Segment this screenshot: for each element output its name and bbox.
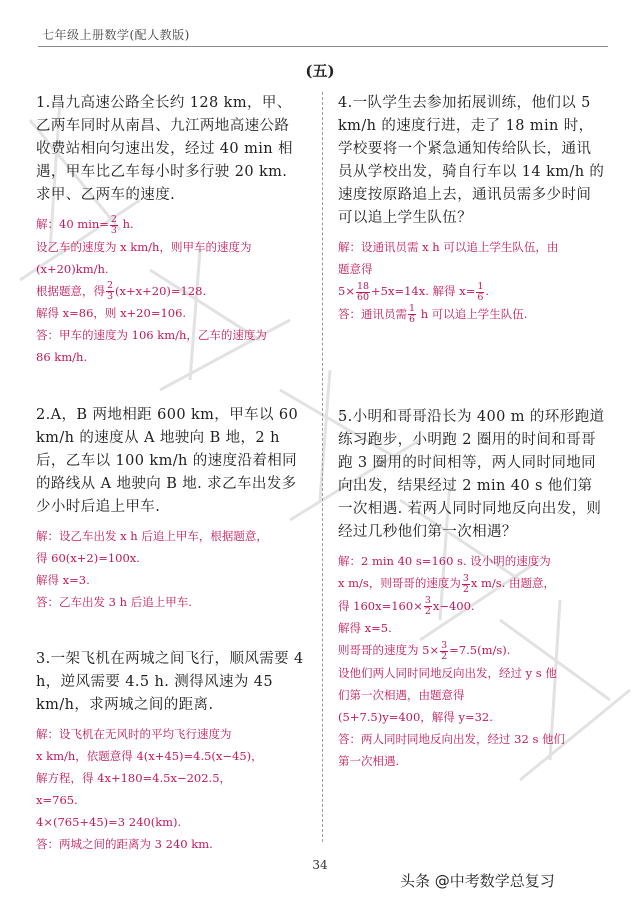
question-5-text: 5.小明和哥哥沿长为 400 m 的环形跑道练习跑步，小明跑 2 圈用的时间和哥哥跑 3 圈用的时间相等，两人同时同地同向出发，结果经过 2 min 40 s 他们第一次相遇. 若两人同时同地反向出发，则经过几秒他们第一次相遇？ xyxy=(338,409,605,540)
answer-line: 解：2 min 40 s=160 s. 设小明的速度为 xyxy=(338,554,551,568)
answer-line: x m/s，则哥哥的速度为 $\frac{3}{2}$ x m/s. 由题意， xyxy=(338,572,556,595)
answer-line: 4×(765+45)=3 240(km). xyxy=(36,815,182,829)
problem-5 xyxy=(338,406,606,772)
answer-line: (x+20)km/h. xyxy=(36,261,109,276)
question-3-text: 3.一架飞机在两城之间飞行，顺风需要 4 h，逆风需要 4.5 h. 测得风速为 45 km/h，求两城之间的距离. xyxy=(36,651,304,713)
answer-line: 第一次相遇. xyxy=(338,753,400,768)
answer-line: 答：两城之间的距离为 3 240 km. xyxy=(36,837,213,851)
answer-line: 答：通讯员需 $\frac{1}{6}$ h 可以追上学生队伍. xyxy=(338,303,528,325)
solution-2 xyxy=(36,525,304,613)
page-number: 34 xyxy=(312,858,328,872)
answer-line: 设他们两人同时同地反向出发，经过 y s 他 xyxy=(338,665,557,680)
answer-line: 得 60(x+2)=100x. xyxy=(36,551,140,565)
problem-4 xyxy=(338,92,606,325)
answer-line: 答：甲车的速度为 106 km/h，乙车的速度为 xyxy=(36,328,267,342)
answer-line: 解得 x=5. xyxy=(338,621,392,635)
answer-line: 解：设通讯员需 x h 可以追上学生队伍，由 xyxy=(338,240,559,254)
answer-line: 解：40 min= $\frac{2}{3}$ h. xyxy=(36,213,134,236)
answer-line: x km/h，依题意得 4(x+45)=4.5(x−45)， xyxy=(36,749,263,763)
question-4-text: 4.一队学生去参加拓展训练，他们以 5 km/h 的速度行进，走了 18 min 时，学校要将一个紧急通知传给队长，通讯员从学校出发，骑自行车以 14 km/h 的速度按原路追上去，通讯员需多少时间可以追上学生队伍？ xyxy=(338,95,605,226)
solution-1 xyxy=(36,213,304,368)
header-rule xyxy=(38,46,608,47)
problem-1 xyxy=(36,92,304,368)
column-divider xyxy=(322,92,323,842)
answer-line: 答：乙车出发 3 h 后追上甲车. xyxy=(36,595,192,609)
answer-line: 则哥哥的速度为 5× $\frac{3}{2}$ =7.5(m/s). xyxy=(338,639,511,662)
answer-line: 设乙车的速度为 x km/h，则甲车的速度为 xyxy=(36,239,252,254)
fraction: $\frac{1}{6}$ xyxy=(409,303,416,325)
problem-3 xyxy=(36,648,304,855)
question-1-text: 1.昌九高速公路全长约 128 km，甲、乙两车同时从南昌、九江两地高速公路收费站相向匀速出发，经过 40 min 相遇，甲车比乙车每小时多行驶 20 km. 求甲、乙两车的速度. xyxy=(36,95,293,203)
solution-5 xyxy=(338,550,606,772)
fraction: $\frac{2}{3}$ xyxy=(107,280,114,302)
solution-4 xyxy=(338,236,606,325)
solution-3 xyxy=(36,723,304,855)
answer-line: 解得 x=86，则 x+20=106. xyxy=(36,306,187,320)
fraction: $\frac{2}{3}$ xyxy=(110,213,117,236)
answer-line: 得 160x=160× $\frac{3}{2}$ x−400. xyxy=(338,595,475,617)
answer-line: 根据题意，得 $\frac{2}{3}$ (x+x+20)=128. xyxy=(36,280,207,302)
answer-line: 答：两人同时同地反向出发，经过 32 s 他们 xyxy=(338,731,565,746)
answer-line: (5+7.5)y=400，解得 y=32. xyxy=(338,709,493,724)
section-title: (五) xyxy=(305,62,335,80)
answer-line: x=765. xyxy=(36,793,78,807)
fraction: $\frac{18}{60}$ xyxy=(356,280,370,303)
answer-line: 解得 x=3. xyxy=(36,573,90,587)
fraction: $\frac{3}{2}$ xyxy=(462,572,469,595)
answer-line: 解方程，得 4x+180=4.5x−202.5， xyxy=(36,771,232,785)
book-title: 七年级上册数学(配人教版) xyxy=(42,28,190,42)
problem-2 xyxy=(36,404,304,613)
fraction: $\frac{3}{2}$ xyxy=(441,639,448,662)
fraction: $\frac{1}{6}$ xyxy=(477,280,484,303)
fraction: $\frac{3}{2}$ xyxy=(424,595,431,617)
answer-line: 86 km/h. xyxy=(36,350,88,364)
answer-line: 解：设飞机在无风时的平均飞行速度为 xyxy=(36,727,232,741)
answer-line: 5× $\frac{18}{60}$ +5x=14x. 解得 x= $\frac{1}{6}$ . xyxy=(338,280,490,303)
answer-line: 题意得 xyxy=(338,262,373,276)
answer-line: 解：设乙车出发 x h 后追上甲车，根据题意， xyxy=(36,529,268,543)
answer-line: 们第一次相遇，由题意得 xyxy=(338,687,465,702)
question-2-text: 2.A，B 两地相距 600 km，甲车以 60 km/h 的速度从 A 地驶向 B 地，2 h 后，乙车以 100 km/h 的速度沿着相同的路线从 A 地驶向 B 地. 求乙车出发多少小时后追上甲车. xyxy=(36,407,299,515)
watermark-text: 头条 @中考数学总复习 xyxy=(400,872,555,890)
